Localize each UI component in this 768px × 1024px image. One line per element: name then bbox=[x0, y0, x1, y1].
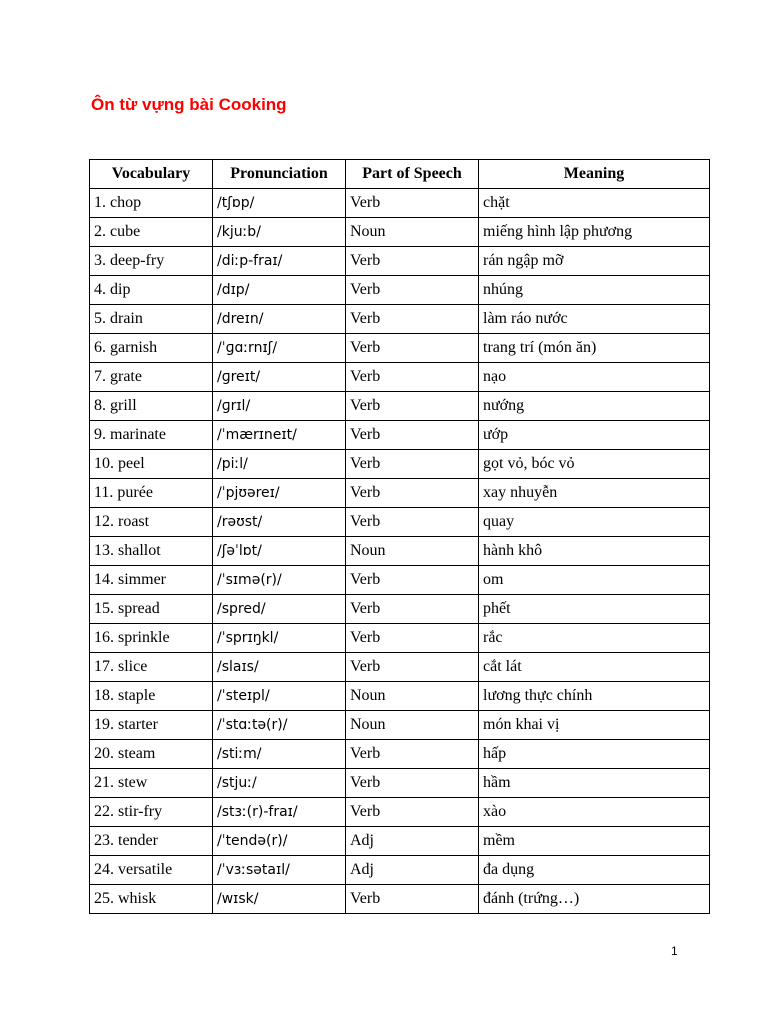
header-part-of-speech: Part of Speech bbox=[346, 160, 479, 189]
part-of-speech-cell: Verb bbox=[346, 798, 479, 827]
meaning-cell: gọt vỏ, bóc vỏ bbox=[479, 450, 710, 479]
meaning-cell: nạo bbox=[479, 363, 710, 392]
table-row bbox=[90, 595, 710, 624]
part-of-speech-cell: Adj bbox=[346, 827, 479, 856]
part-of-speech-cell: Verb bbox=[346, 305, 479, 334]
meaning-cell: nhúng bbox=[479, 276, 710, 305]
vocab-cell: 15. spread bbox=[90, 595, 213, 624]
part-of-speech-cell: Verb bbox=[346, 479, 479, 508]
table-row bbox=[90, 305, 710, 334]
part-of-speech-cell: Noun bbox=[346, 682, 479, 711]
meaning-cell: om bbox=[479, 566, 710, 595]
meaning-cell: cắt lát bbox=[479, 653, 710, 682]
pronunciation-cell: /wɪsk/ bbox=[213, 885, 346, 914]
table-row bbox=[90, 189, 710, 218]
pronunciation-cell: /ˈsteɪpl/ bbox=[213, 682, 346, 711]
meaning-cell: rắc bbox=[479, 624, 710, 653]
part-of-speech-cell: Verb bbox=[346, 450, 479, 479]
vocab-cell: 3. deep-fry bbox=[90, 247, 213, 276]
table-row bbox=[90, 334, 710, 363]
pronunciation-cell: /ˈsɪmə(r)/ bbox=[213, 566, 346, 595]
part-of-speech-cell: Verb bbox=[346, 566, 479, 595]
pronunciation-cell: /ɡreɪt/ bbox=[213, 363, 346, 392]
table-row bbox=[90, 856, 710, 885]
pronunciation-cell: /ˈvɜːsətaɪl/ bbox=[213, 856, 346, 885]
vocab-cell: 14. simmer bbox=[90, 566, 213, 595]
table-row bbox=[90, 508, 710, 537]
vocab-cell: 20. steam bbox=[90, 740, 213, 769]
table-row bbox=[90, 363, 710, 392]
table-row bbox=[90, 421, 710, 450]
vocab-cell: 16. sprinkle bbox=[90, 624, 213, 653]
part-of-speech-cell: Verb bbox=[346, 334, 479, 363]
table-row bbox=[90, 653, 710, 682]
vocab-cell: 12. roast bbox=[90, 508, 213, 537]
table-row bbox=[90, 247, 710, 276]
table-row bbox=[90, 682, 710, 711]
part-of-speech-cell: Verb bbox=[346, 624, 479, 653]
vocab-cell: 17. slice bbox=[90, 653, 213, 682]
table-header-row bbox=[90, 160, 710, 189]
pronunciation-cell: /ɡrɪl/ bbox=[213, 392, 346, 421]
vocab-cell: 1. chop bbox=[90, 189, 213, 218]
table-row bbox=[90, 450, 710, 479]
table-row bbox=[90, 711, 710, 740]
pronunciation-cell: /ˈtendə(r)/ bbox=[213, 827, 346, 856]
table-row bbox=[90, 885, 710, 914]
pronunciation-cell: /stiːm/ bbox=[213, 740, 346, 769]
vocab-cell: 4. dip bbox=[90, 276, 213, 305]
pronunciation-cell: /dɪp/ bbox=[213, 276, 346, 305]
header-meaning: Meaning bbox=[479, 160, 710, 189]
meaning-cell: món khai vị bbox=[479, 711, 710, 740]
part-of-speech-cell: Verb bbox=[346, 392, 479, 421]
table-row bbox=[90, 827, 710, 856]
part-of-speech-cell: Verb bbox=[346, 769, 479, 798]
pronunciation-cell: /ˈmærɪneɪt/ bbox=[213, 421, 346, 450]
table-row bbox=[90, 218, 710, 247]
pronunciation-cell: /tʃɒp/ bbox=[213, 189, 346, 218]
part-of-speech-cell: Verb bbox=[346, 421, 479, 450]
meaning-cell: quay bbox=[479, 508, 710, 537]
pronunciation-cell: /piːl/ bbox=[213, 450, 346, 479]
vocab-cell: 6. garnish bbox=[90, 334, 213, 363]
meaning-cell: hầm bbox=[479, 769, 710, 798]
table-row bbox=[90, 769, 710, 798]
meaning-cell: xay nhuyễn bbox=[479, 479, 710, 508]
table-body bbox=[90, 189, 710, 914]
part-of-speech-cell: Verb bbox=[346, 508, 479, 537]
part-of-speech-cell: Noun bbox=[346, 537, 479, 566]
meaning-cell: hấp bbox=[479, 740, 710, 769]
table-row bbox=[90, 624, 710, 653]
table-row bbox=[90, 798, 710, 827]
vocab-cell: 7. grate bbox=[90, 363, 213, 392]
pronunciation-cell: /rəʊst/ bbox=[213, 508, 346, 537]
vocab-cell: 9. marinate bbox=[90, 421, 213, 450]
vocab-cell: 10. peel bbox=[90, 450, 213, 479]
meaning-cell: chặt bbox=[479, 189, 710, 218]
meaning-cell: xào bbox=[479, 798, 710, 827]
pronunciation-cell: /spred/ bbox=[213, 595, 346, 624]
vocab-cell: 23. tender bbox=[90, 827, 213, 856]
part-of-speech-cell: Noun bbox=[346, 218, 479, 247]
pronunciation-cell: /diːp-fraɪ/ bbox=[213, 247, 346, 276]
meaning-cell: hành khô bbox=[479, 537, 710, 566]
header-pronunciation: Pronunciation bbox=[213, 160, 346, 189]
vocab-cell: 2. cube bbox=[90, 218, 213, 247]
part-of-speech-cell: Adj bbox=[346, 856, 479, 885]
part-of-speech-cell: Verb bbox=[346, 653, 479, 682]
meaning-cell: mềm bbox=[479, 827, 710, 856]
meaning-cell: rán ngập mỡ bbox=[479, 247, 710, 276]
document-title: Ôn từ vựng bài Cooking bbox=[91, 95, 287, 114]
pronunciation-cell: /ˈsprɪŋkl/ bbox=[213, 624, 346, 653]
vocab-cell: 21. stew bbox=[90, 769, 213, 798]
meaning-cell: trang trí (món ăn) bbox=[479, 334, 710, 363]
meaning-cell: miếng hình lập phương bbox=[479, 218, 710, 247]
vocab-cell: 24. versatile bbox=[90, 856, 213, 885]
vocab-cell: 18. staple bbox=[90, 682, 213, 711]
part-of-speech-cell: Verb bbox=[346, 885, 479, 914]
page-number: 1 bbox=[671, 944, 678, 958]
header-vocabulary: Vocabulary bbox=[90, 160, 213, 189]
vocab-cell: 11. purée bbox=[90, 479, 213, 508]
pronunciation-cell: /ˈstɑːtə(r)/ bbox=[213, 711, 346, 740]
part-of-speech-cell: Verb bbox=[346, 189, 479, 218]
vocab-cell: 5. drain bbox=[90, 305, 213, 334]
part-of-speech-cell: Verb bbox=[346, 595, 479, 624]
table-row bbox=[90, 740, 710, 769]
part-of-speech-cell: Noun bbox=[346, 711, 479, 740]
meaning-cell: lương thực chính bbox=[479, 682, 710, 711]
vocabulary-table bbox=[89, 159, 710, 914]
vocab-cell: 13. shallot bbox=[90, 537, 213, 566]
part-of-speech-cell: Verb bbox=[346, 363, 479, 392]
part-of-speech-cell: Verb bbox=[346, 247, 479, 276]
pronunciation-cell: /slaɪs/ bbox=[213, 653, 346, 682]
meaning-cell: phết bbox=[479, 595, 710, 624]
vocab-cell: 22. stir-fry bbox=[90, 798, 213, 827]
vocab-cell: 19. starter bbox=[90, 711, 213, 740]
meaning-cell: đánh (trứng…) bbox=[479, 885, 710, 914]
pronunciation-cell: /stjuː/ bbox=[213, 769, 346, 798]
part-of-speech-cell: Verb bbox=[346, 740, 479, 769]
table-row bbox=[90, 537, 710, 566]
meaning-cell: nướng bbox=[479, 392, 710, 421]
pronunciation-cell: /dreɪn/ bbox=[213, 305, 346, 334]
table-row bbox=[90, 479, 710, 508]
pronunciation-cell: /ˈpjʊəreɪ/ bbox=[213, 479, 346, 508]
table-row bbox=[90, 276, 710, 305]
vocab-cell: 25. whisk bbox=[90, 885, 213, 914]
part-of-speech-cell: Verb bbox=[346, 276, 479, 305]
vocab-cell: 8. grill bbox=[90, 392, 213, 421]
meaning-cell: ướp bbox=[479, 421, 710, 450]
pronunciation-cell: /kjuːb/ bbox=[213, 218, 346, 247]
meaning-cell: làm ráo nước bbox=[479, 305, 710, 334]
table-row bbox=[90, 392, 710, 421]
pronunciation-cell: /ˈɡɑːrnɪʃ/ bbox=[213, 334, 346, 363]
meaning-cell: đa dụng bbox=[479, 856, 710, 885]
pronunciation-cell: /stɜː(r)-fraɪ/ bbox=[213, 798, 346, 827]
pronunciation-cell: /ʃəˈlɒt/ bbox=[213, 537, 346, 566]
table-row bbox=[90, 566, 710, 595]
